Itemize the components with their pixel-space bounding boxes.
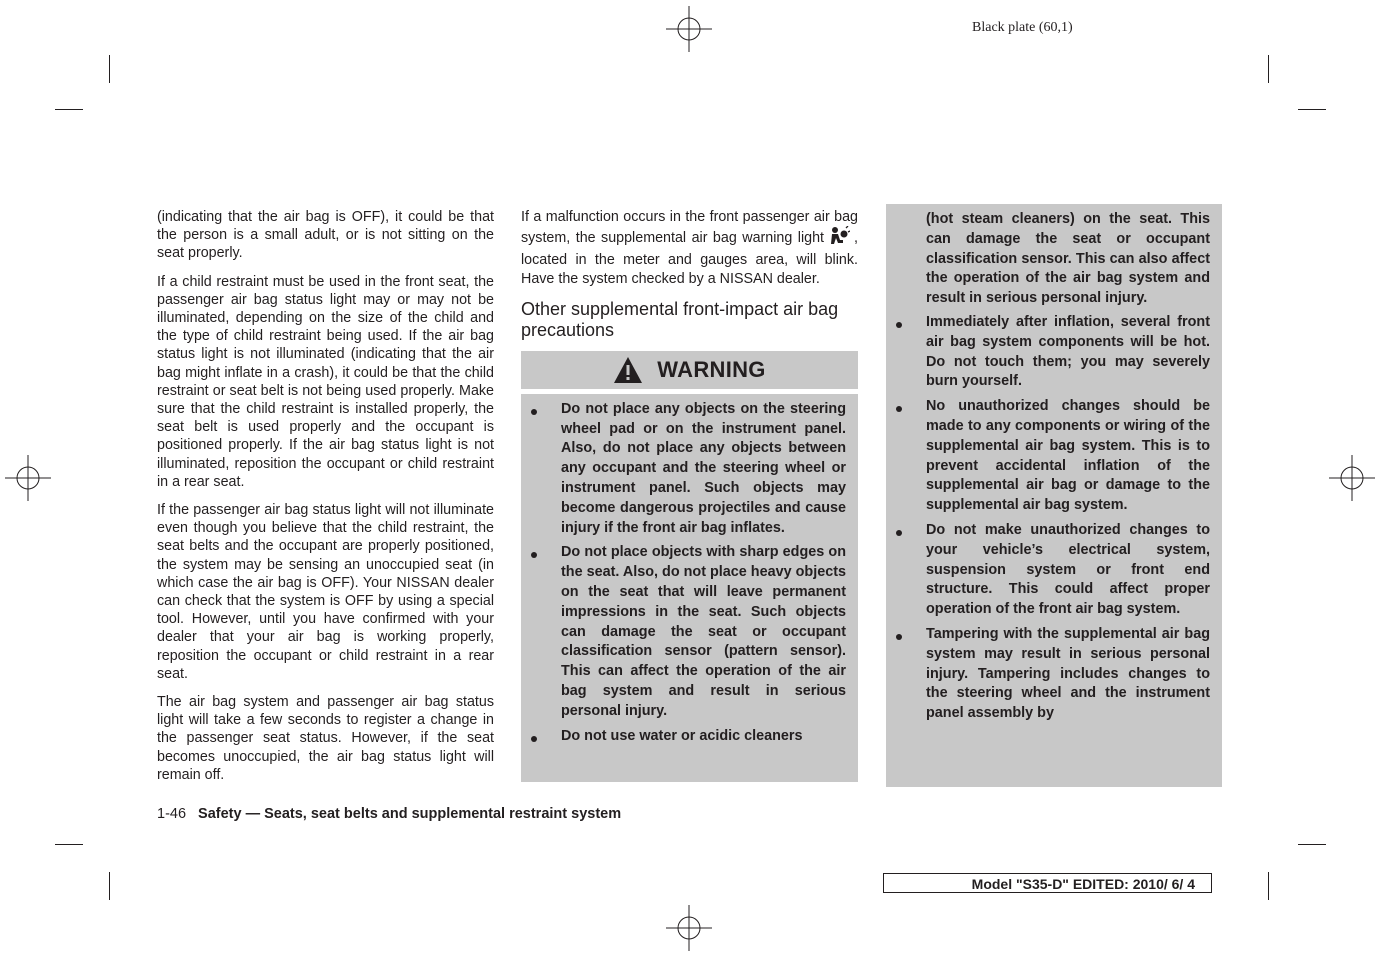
- column-left: [157, 208, 494, 794]
- airbag-warning-light-icon: [828, 226, 850, 251]
- crop-mark: [1268, 55, 1269, 83]
- column-right-warning: [886, 204, 1222, 787]
- bullet-text: Do not place any objects on the steering wheel pad or on the instrument panel. Also, do not place any objects between any occupant and the steering wheel or instrument panel. Such objects may become dangerous projectiles and cause injury if the front air bag inflates.: [561, 400, 846, 536]
- bullet-text: Do not make unauthorized changes to your vehicle’s electrical system, suspension system or front end structure. This could affect proper operation of the front air bag system.: [926, 521, 1210, 618]
- warning-triangle-icon: [613, 356, 643, 384]
- page-footer: [157, 806, 621, 822]
- warning-bullet: [886, 397, 1222, 516]
- warning-bullet: [886, 521, 1222, 620]
- paragraph: (indicating that the air bag is OFF), it could be that the person is a small adult, or is not sitting on the seat properly.: [157, 209, 494, 262]
- warning-bullet: [886, 625, 1222, 724]
- crop-mark: [1298, 109, 1326, 110]
- registration-mark-icon: [666, 905, 712, 951]
- paragraph: If the passenger air bag status light will not illuminate even though you believe that the child restraint, the seat belts and the occupant are properly positioned, the system may be sensing an unoccupied seat (in which case the air bag is OFF). Your NISSAN dealer can check that the system is OFF by using a special tool. However, until you have confirmed with your dealer that your air bag is working properly, reposition the occupant or child restraint in a rear seat.: [157, 502, 494, 682]
- warning-label: WARNING: [657, 356, 766, 382]
- intro-paragraph: [521, 208, 858, 288]
- plate-label: Black plate (60,1): [972, 20, 1073, 35]
- bullet-dot-icon: [896, 406, 902, 412]
- crop-mark: [55, 109, 83, 110]
- crop-mark: [1298, 844, 1326, 845]
- warning-header: [521, 351, 858, 389]
- crop-mark: [55, 844, 83, 845]
- warning-body: [521, 394, 858, 782]
- column-middle: [521, 208, 858, 782]
- bullet-dot-icon: [531, 552, 537, 558]
- model-edit-box: Model "S35-D" EDITED: 2010/ 6/ 4: [883, 873, 1212, 893]
- bullet-dot-icon: [531, 409, 537, 415]
- page-number: 1-46: [157, 806, 187, 822]
- warning-bullet: [886, 313, 1222, 392]
- crop-mark: [1268, 872, 1269, 900]
- bullet-dot-icon: [531, 736, 537, 742]
- crop-mark: [109, 872, 110, 900]
- bullet-text: Tampering with the supplemental air bag system may result in serious personal injury. Tampering includes changes to the steering wheel and the instrument panel assembly by: [926, 625, 1210, 722]
- bullet-dot-icon: [896, 634, 902, 640]
- registration-mark-icon: [666, 6, 712, 52]
- intro-text: , located in the meter and gauges area, will blink. Have the system checked by a NISSAN dealer.: [521, 230, 858, 287]
- section-heading: Other supplemental front-impact air bag precautions: [521, 298, 839, 340]
- paragraph: The air bag system and passenger air bag status light will take a few seconds to register a change in the passenger seat status. However, if the seat becomes unoccupied, the air bag status light will remain off.: [157, 694, 494, 783]
- paragraph: If a child restraint must be used in the front seat, the passenger air bag status light may or may not be illuminated, depending on the size of the child and the type of child restraint being used. If the air bag status light is not illuminated (indicating that the air bag might inflate in a crash), it could be that the child restraint or seat belt is not being used properly. Make sure that the child restraint is installed properly, the seat belt is used properly and the occupant is positioned properly. If the air bag status light is not illuminated, reposition the occupant or child restraint in a rear seat.: [157, 273, 494, 490]
- warning-bullet: [521, 400, 858, 539]
- crop-mark: [109, 55, 110, 83]
- bullet-dot-icon: [896, 530, 902, 536]
- intro-text: If a malfunction occurs in the front passenger air bag system, the supplemental air bag warning light: [521, 209, 858, 247]
- warning-bullet: [521, 727, 858, 747]
- bullet-text: Do not use water or acidic cleaners: [561, 727, 803, 744]
- warning-bullet: [521, 543, 858, 721]
- section-title: Safety — Seats, seat belts and supplemental restraint system: [198, 806, 622, 822]
- warning-continuation: (hot steam cleaners) on the seat. This can damage the seat or occupant classification sensor. This can also affect the operation of the air bag system and result in serious personal injury.: [926, 211, 1210, 307]
- bullet-text: No unauthorized changes should be made to any components or wiring of the supplemental air bag system. This is to prevent accidental inflation of the supplemental air bag or damage to the supplemental air bag system.: [926, 398, 1210, 514]
- bullet-text: Immediately after inflation, several front air bag system components will be hot. Do not touch them; you may severely burn yourself.: [926, 313, 1210, 390]
- bullet-dot-icon: [896, 322, 902, 328]
- bullet-text: Do not place objects with sharp edges on the seat. Also, do not place heavy objects on the seat that will leave permanent impressions in the seat. Such objects can damage the seat or occupant classification sensor (pattern sensor). This can affect the operation of the air bag system and result in serious personal injury.: [561, 544, 846, 719]
- registration-mark-icon: [1329, 455, 1375, 501]
- registration-mark-icon: [5, 455, 51, 501]
